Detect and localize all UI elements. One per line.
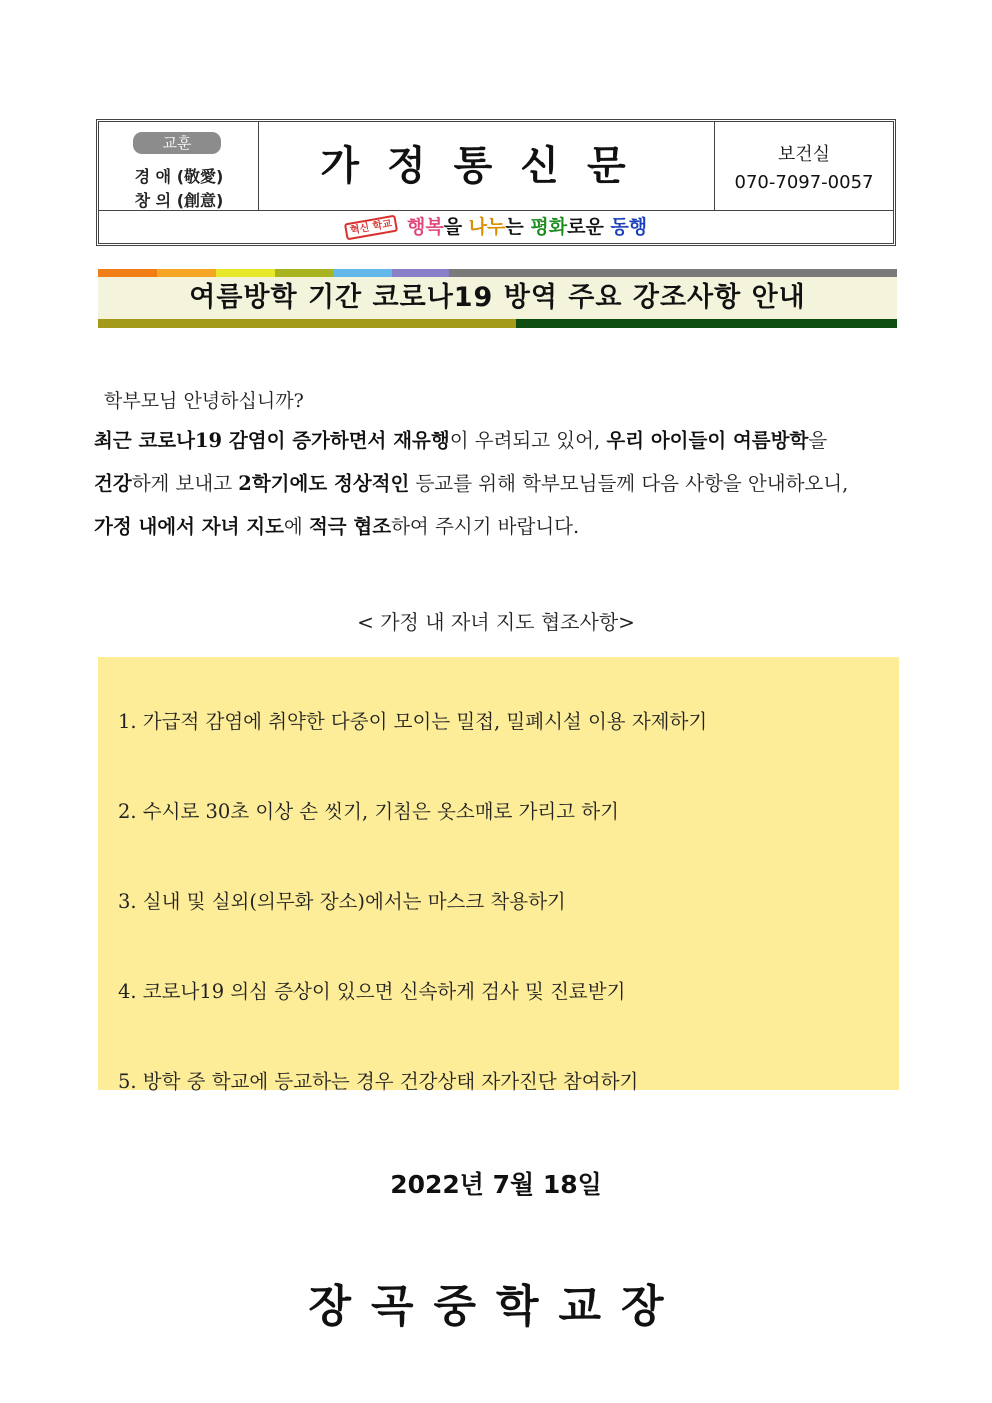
slogan-particle-3: 로운 <box>567 216 611 238</box>
slogan-particle-1: 을 <box>443 216 469 238</box>
guideline-item: 4. 코로나19 의심 증상이 있으면 신속하게 검사 및 진료받기 <box>118 980 626 1003</box>
motto-line-2: 창 의 (創意) <box>134 191 224 210</box>
text-plain: 하여 주시기 바랍니다. <box>391 515 580 538</box>
greeting: 학부모님 안녕하십니까? <box>104 390 304 412</box>
color-bar-segment <box>98 269 157 277</box>
title-underline-left <box>98 319 516 328</box>
guideline-item: 2. 수시로 30초 이상 손 씻기, 기침은 옷소매로 가리고 하기 <box>118 800 619 823</box>
color-bar-segment <box>216 269 275 277</box>
newsletter-header <box>96 119 896 246</box>
title-underline-right <box>516 319 897 328</box>
guideline-item: 3. 실내 및 실외(의무화 장소)에서는 마스크 착용하기 <box>118 890 566 913</box>
paragraph-line-3 <box>94 511 899 539</box>
text-plain: 하게 보내고 <box>131 472 239 495</box>
motto-line-1: 경 애 (敬愛) <box>134 167 224 186</box>
paragraph-line-2 <box>94 468 899 496</box>
contact-cell <box>715 122 893 211</box>
slogan-word-peace: 평화 <box>530 216 568 238</box>
text-bold: 2학기에도 정상적인 <box>238 472 410 495</box>
guideline-item: 5. 방학 중 학교에 등교하는 경우 건강상태 자가진단 참여하기 <box>118 1070 639 1093</box>
newsletter-title: 가정통신문 <box>320 143 654 189</box>
color-bar-segment <box>392 269 449 277</box>
text-plain: 등교를 위해 학부모님들께 다음 사항을 안내하오니, <box>409 472 849 495</box>
slogan-particle-2: 는 <box>505 216 531 238</box>
text-plain: 이 우려되고 있어, <box>449 429 607 452</box>
color-bar-segment <box>333 269 392 277</box>
text-plain: 에 <box>283 515 309 538</box>
school-slogan <box>99 211 893 243</box>
school-motto-cell <box>99 122 259 211</box>
principal-signature: 장곡중학교장 <box>308 1281 684 1332</box>
department-name: 보건실 <box>777 144 831 165</box>
color-bar-segment <box>157 269 216 277</box>
motto-badge: 교훈 <box>133 132 221 154</box>
slogan-word-happiness: 행복 <box>406 216 444 238</box>
section-title: < 가정 내 자녀 지도 협조사항> <box>357 610 635 634</box>
text-bold: 우리 아이들이 여름방학 <box>606 429 809 452</box>
guideline-item: 1. 가급적 감염에 취약한 다중이 모이는 밀접, 밀폐시설 이용 자제하기 <box>118 710 708 733</box>
slogan-word-together: 동행 <box>610 216 648 238</box>
innovation-school-stamp: 혁신 학교 <box>344 215 398 241</box>
slogan-word-share: 나누 <box>468 216 506 238</box>
text-bold: 재유행 <box>393 429 450 452</box>
text-plain: 을 <box>808 429 828 452</box>
newsletter-title-cell <box>259 122 715 211</box>
paragraph-line-1 <box>94 425 899 453</box>
issue-date: 2022년 7월 18일 <box>390 1170 602 1199</box>
color-bar-segment <box>449 269 897 277</box>
phone-number: 070-7097-0057 <box>734 172 874 193</box>
slogan-cell <box>99 211 893 243</box>
text-bold: 적극 협조 <box>308 515 392 538</box>
color-bar-segment <box>275 269 333 277</box>
text-bold: 건강 <box>94 472 132 495</box>
text-bold: 가정 내에서 자녀 지도 <box>94 515 284 538</box>
text-bold: 최근 코로나19 감염이 증가하면서 <box>94 429 394 452</box>
notice-title: 여름방학 기간 코로나19 방역 주요 강조사항 안내 <box>189 282 806 313</box>
